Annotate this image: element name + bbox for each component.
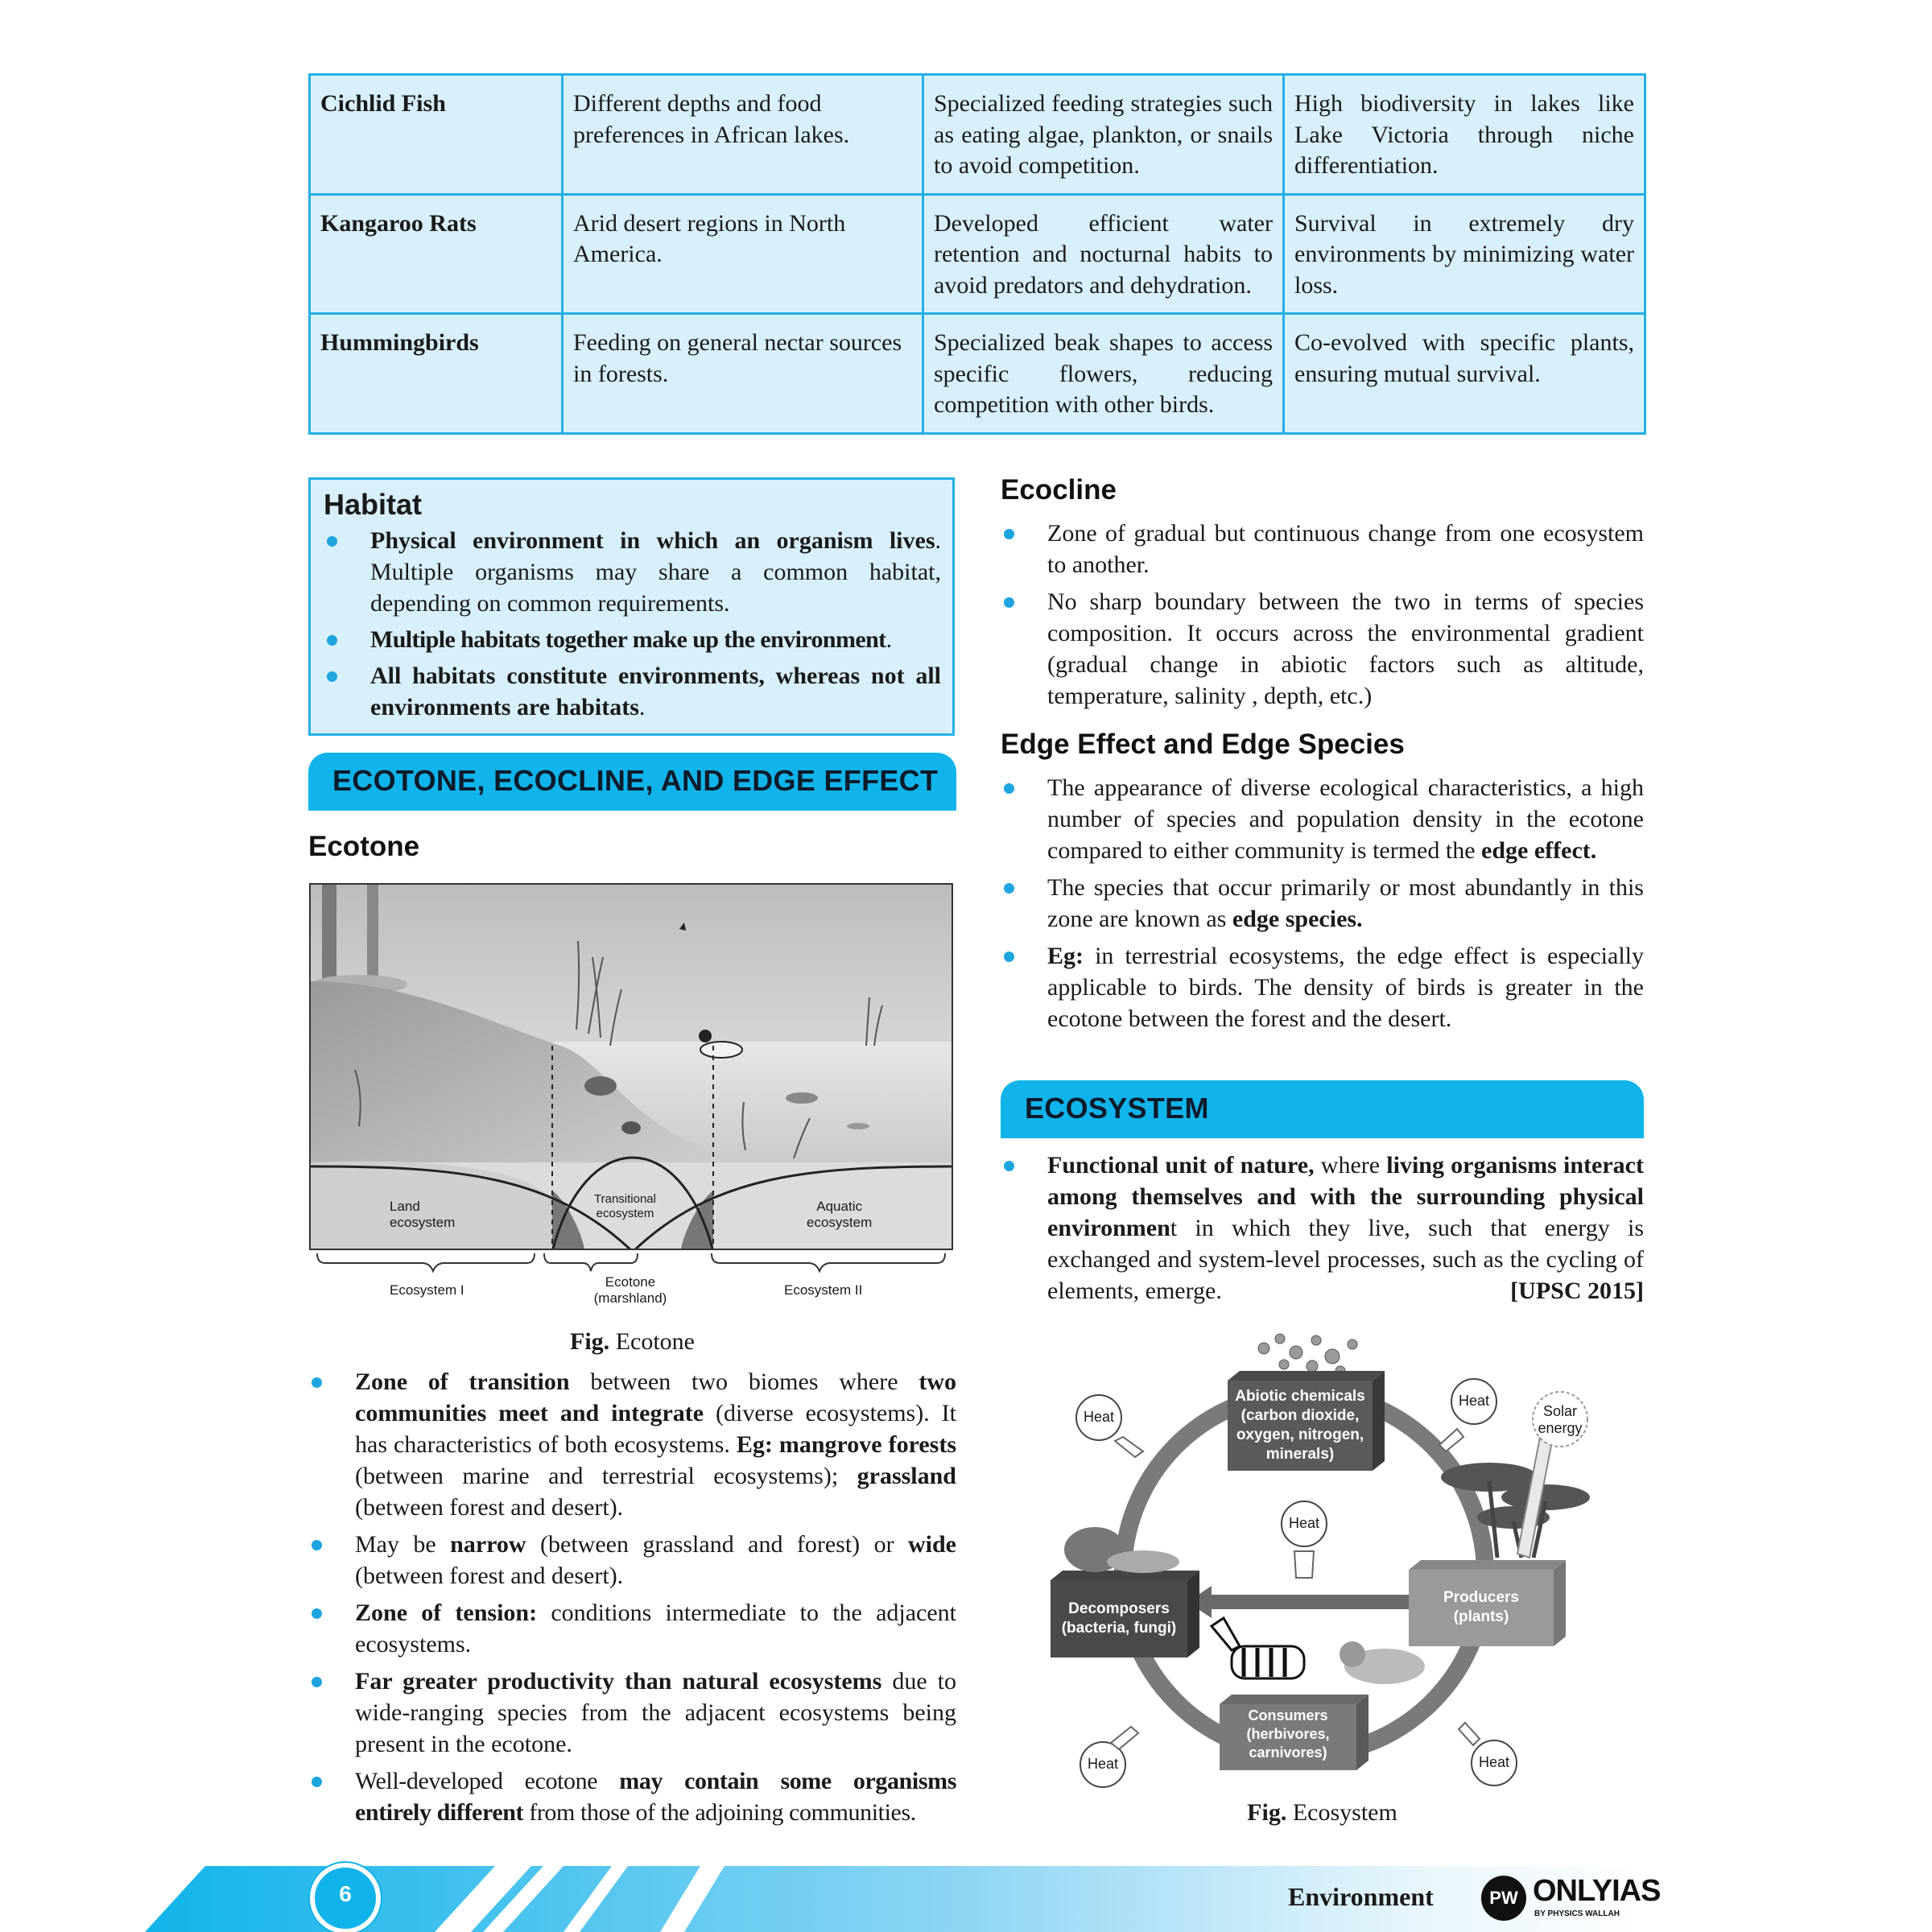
- table-cell: Cichlid Fish: [310, 75, 563, 195]
- page-number: 6: [339, 1881, 352, 1906]
- heading-edge-effect: Edge Effect and Edge Species: [1001, 729, 1405, 760]
- table-cell: Specialized beak shapes to access specific flowers, reducing competition with other birds.: [923, 314, 1284, 434]
- label-transitional-ecosystem: Transitional ecosystem: [594, 1192, 656, 1220]
- list-item: May be narrow (between grassland and forest) or wide (between forest and desert).: [308, 1529, 956, 1591]
- brand-subtitle: BY PHYSICS WALLAH: [1534, 1909, 1620, 1918]
- heat-label: Heat: [1083, 1409, 1115, 1425]
- edge-list: [1001, 772, 1644, 1034]
- ecocline-column: [1001, 518, 1644, 717]
- table-cell: Developed efficient water retention and nocturnal habits to avoid predators and dehydration.: [923, 194, 1284, 314]
- edge-column: [1001, 772, 1644, 1040]
- upsc-reference: [UPSC 2015]: [1510, 1278, 1644, 1304]
- table-cell: Different depths and food preferences in African lakes.: [563, 75, 923, 195]
- label-producers: Producers (plants): [1443, 1589, 1519, 1625]
- table-cell: Hummingbirds: [310, 314, 563, 434]
- table-cell: Co-evolved with specific plants, ensuring mutual survival.: [1284, 314, 1645, 434]
- list-item: All habitats constitute environments, whereas not all environments are habitats.: [324, 660, 941, 723]
- list-item: Physical environment in which an organism lives. Multiple organisms may share a common habitat, depending on common requirements.: [324, 525, 941, 619]
- section-banner-ecosystem: ECOSYSTEM: [1001, 1080, 1644, 1138]
- label-land-ecosystem: Land ecosystem: [390, 1199, 456, 1230]
- figure-caption-ecotone: Fig. Ecotone: [570, 1328, 695, 1355]
- list-item: Functional unit of nature, where living organisms interact among themselves and with the surrounding physical environment in which they live, such that energy is exchanged and system-level processes, such as the cycling of elements, emerge. [UPSC 2015]: [1001, 1150, 1644, 1307]
- table-cell: High biodiversity in lakes like Lake Victoria through niche differentiation.: [1284, 75, 1645, 195]
- habitat-title: Habitat: [324, 488, 423, 521]
- list-item: Zone of tension: conditions intermediate to the adjacent ecosystems.: [308, 1597, 956, 1660]
- habitat-box: [308, 477, 955, 736]
- list-item: Far greater productivity than natural ecosystems due to wide-ranging species from the adjacent ecosystems being present in the ecotone.: [308, 1666, 956, 1760]
- pw-logo-icon: PW: [1481, 1876, 1526, 1921]
- label-aquatic-ecosystem: Aquatic ecosystem: [807, 1199, 873, 1230]
- ecosystem-figure: [1038, 1316, 1650, 1799]
- label-decomposers: Decomposers (bacteria, fungi): [1061, 1600, 1177, 1637]
- table-cell: Kangaroo Rats: [310, 194, 563, 314]
- brand-name: ONLYIAS: [1533, 1874, 1661, 1908]
- figure-caption-ecosystem: Fig. Ecosystem: [1247, 1799, 1397, 1826]
- table-row: [310, 314, 1645, 434]
- heading-ecotone: Ecotone: [308, 831, 420, 862]
- table-cell: Feeding on general nectar sources in forests.: [563, 314, 923, 434]
- heading-ecocline: Ecocline: [1001, 474, 1117, 506]
- table-cell: Arid desert regions in North America.: [563, 194, 923, 314]
- section-banner-ecotone: ECOTONE, ECOCLINE, AND EDGE EFFECT: [308, 753, 956, 811]
- label-ecotone: Ecotone (marshland): [593, 1274, 667, 1306]
- figure-braces: [309, 1252, 953, 1276]
- label-abiotic: Abiotic chemicals (carbon dioxide, oxygen, nitrogen, minerals): [1235, 1388, 1365, 1463]
- list-item: Eg: in terrestrial ecosystems, the edge effect is especially applicable to birds. The density of birds is greater in the ecotone between the forest and the desert.: [1001, 940, 1644, 1034]
- list-item: The appearance of diverse ecological characteristics, a high number of species and population density in the ecotone compared to either community is termed the edge effect.: [1001, 772, 1644, 866]
- ecotone-list: [308, 1366, 956, 1828]
- label-solar-energy: Solar energy: [1538, 1403, 1583, 1436]
- page-footer: [0, 1866, 1932, 1932]
- ecotone-figure: [309, 883, 953, 1250]
- ecocline-list: [1001, 518, 1644, 712]
- heat-label: Heat: [1288, 1515, 1320, 1531]
- table-cell: Survival in extremely dry environments by minimizing water loss.: [1284, 194, 1645, 314]
- comparison-table: [308, 73, 1646, 435]
- ecotone-list-column: [308, 1366, 956, 1834]
- footer-subject: Environment: [1288, 1882, 1434, 1911]
- heat-label: Heat: [1478, 1754, 1510, 1770]
- table-row: [310, 194, 1645, 314]
- list-item: Well-developed ecotone may contain some organisms entirely different from those of the adjoining communities.: [308, 1765, 956, 1828]
- ecosystem-list: [1001, 1150, 1644, 1307]
- label-consumers: Consumers (herbivores, carnivores): [1246, 1707, 1330, 1761]
- heat-label: Heat: [1087, 1756, 1119, 1772]
- list-item: Zone of gradual but continuous change from one ecosystem to another.: [1001, 518, 1644, 580]
- ecosystem-column: [1001, 1150, 1644, 1312]
- list-item: Multiple habitats together make up the environment.: [324, 624, 941, 655]
- label-ecosystem-1: Ecosystem I: [390, 1282, 464, 1298]
- list-item: Zone of transition between two biomes where two communities meet and integrate (diverse ecosystems). It has characteristics of both ecosystems. Eg: mangrove forests (between marine and terrestrial ecosystems); grassland (between forest and desert).: [308, 1366, 956, 1523]
- list-item: No sharp boundary between the two in terms of species composition. It occurs across the environmental gradient (gradual change in abiotic factors such as altitude, temperature, salinity , depth, etc.): [1001, 586, 1644, 712]
- heat-label: Heat: [1458, 1393, 1490, 1409]
- label-ecosystem-2: Ecosystem II: [784, 1282, 863, 1298]
- table-row: [310, 75, 1645, 195]
- habitat-list: [324, 525, 941, 723]
- table-cell: Specialized feeding strategies such as eating algae, plankton, or snails to avoid competition.: [923, 75, 1284, 195]
- list-item: The species that occur primarily or most abundantly in this zone are known as edge species.: [1001, 872, 1644, 935]
